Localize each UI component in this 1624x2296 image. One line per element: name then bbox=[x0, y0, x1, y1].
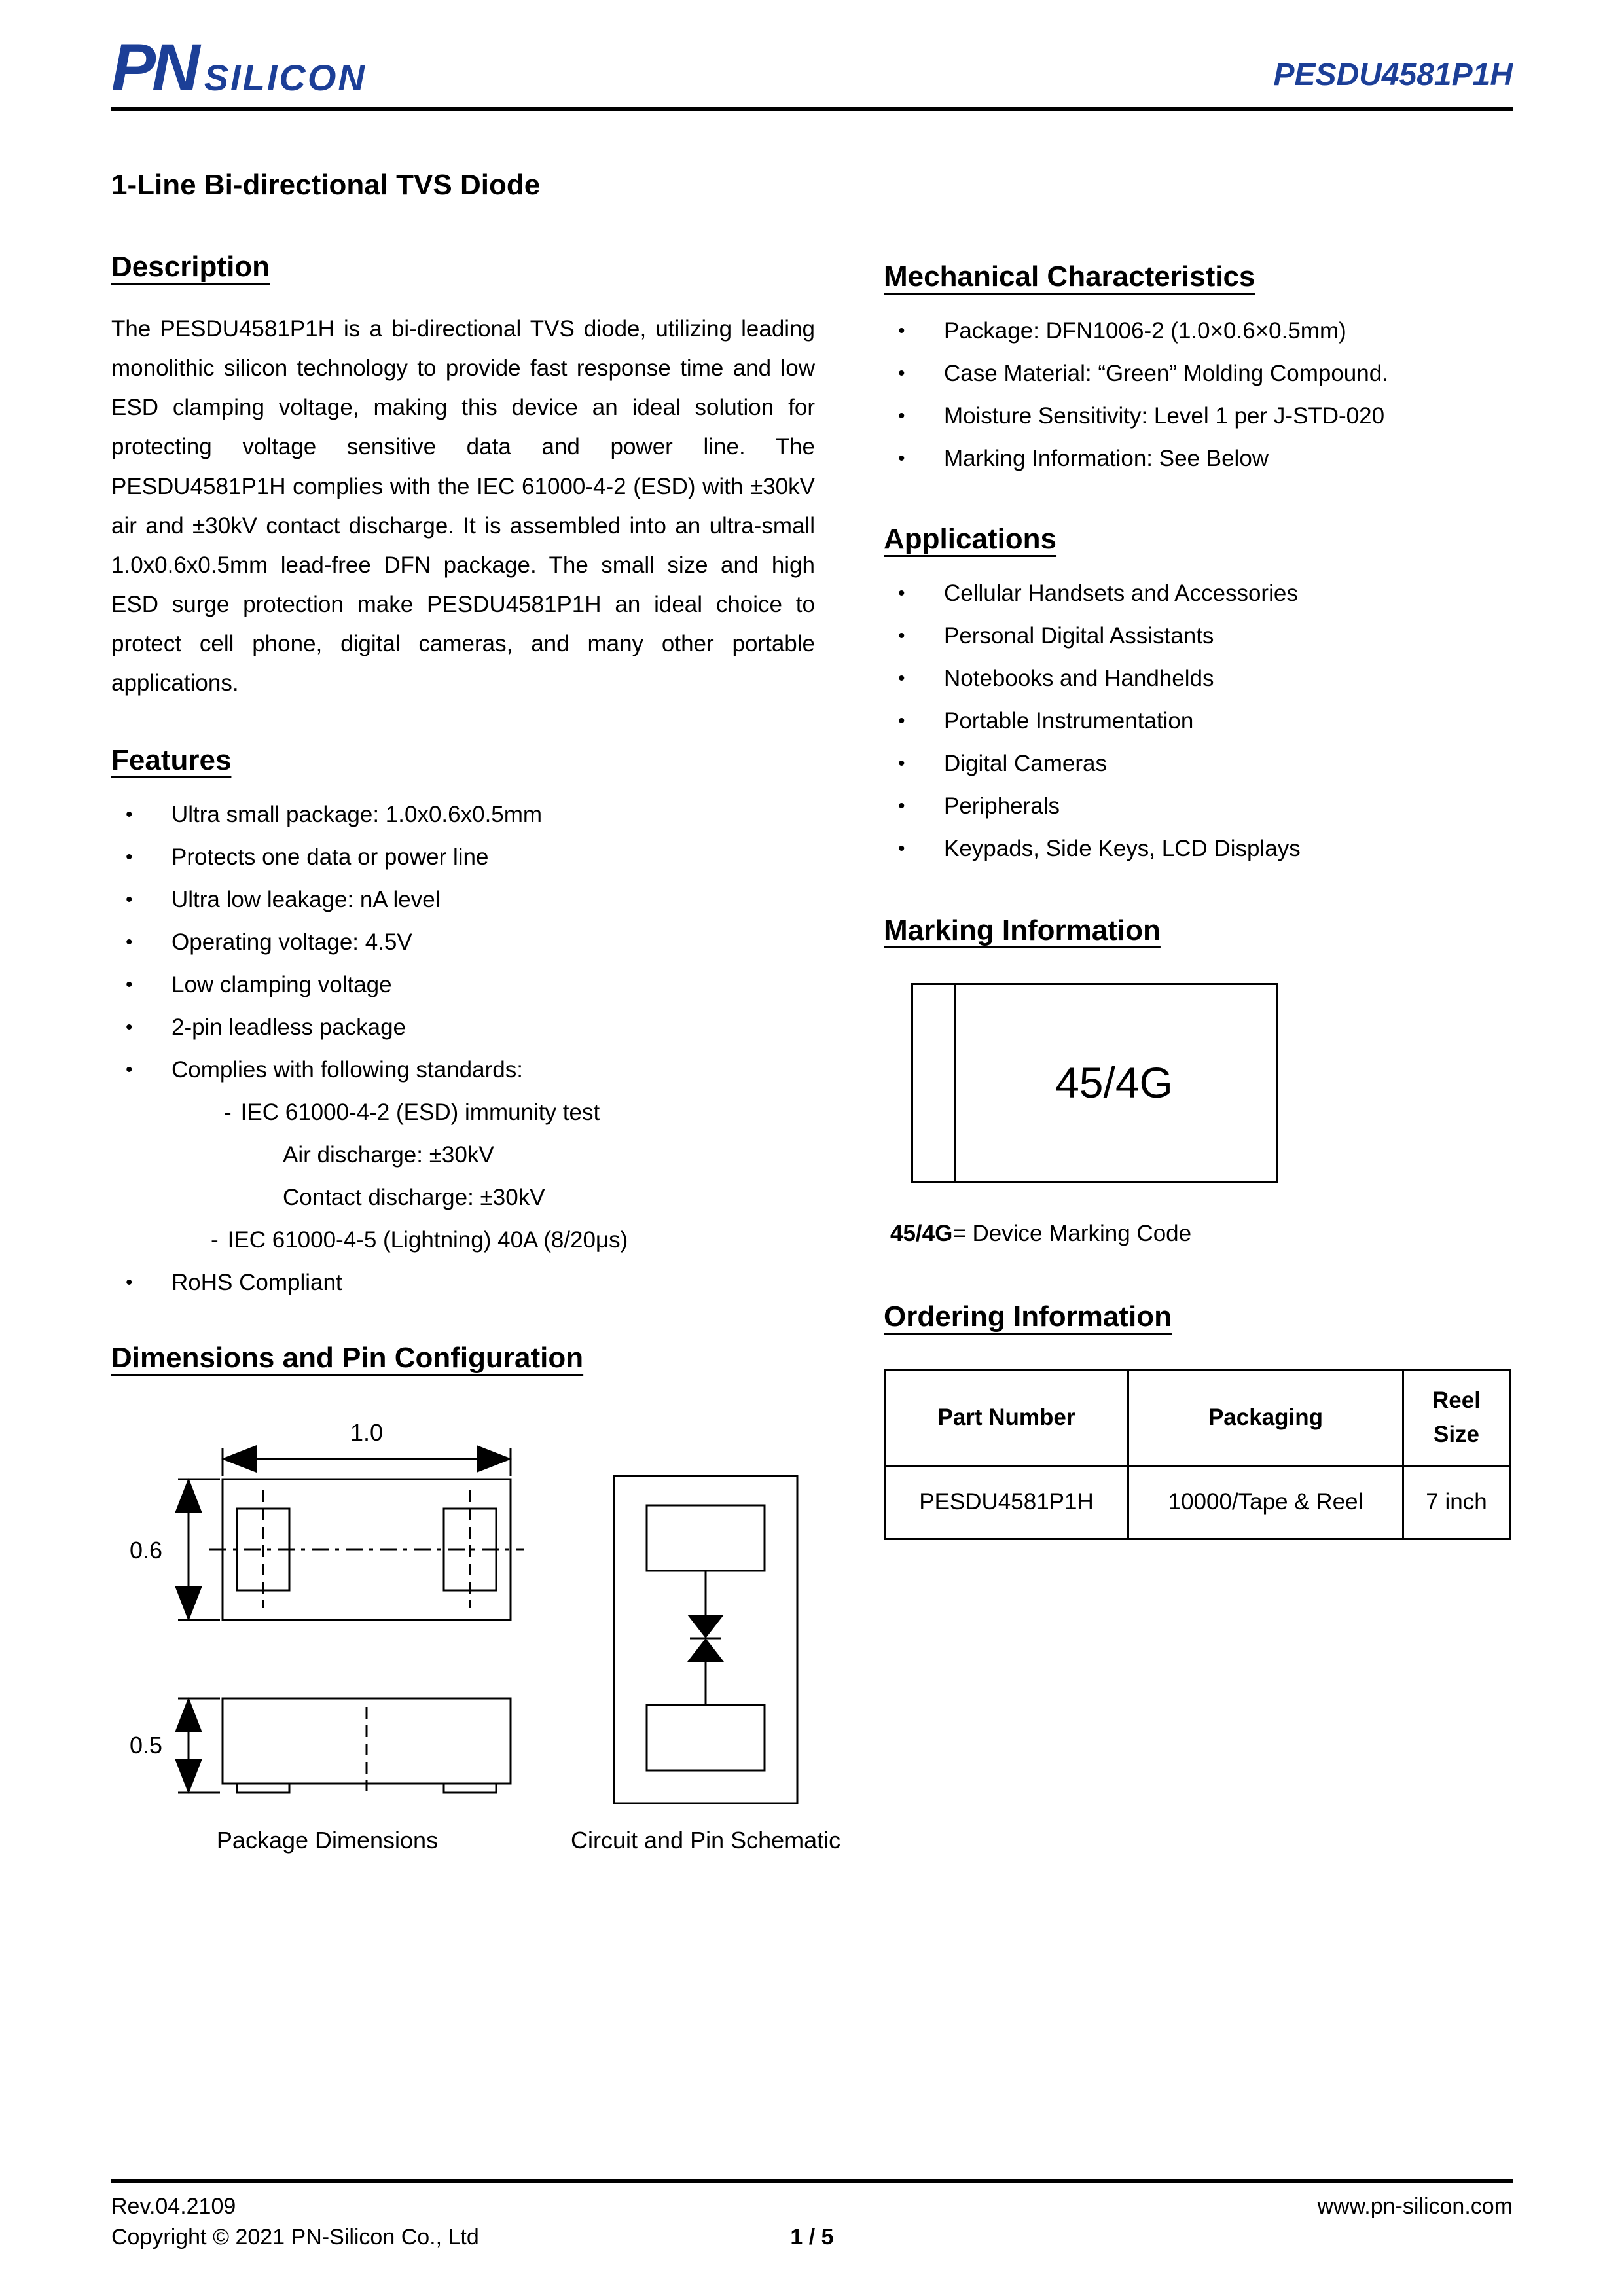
application-item: • Portable Instrumentation bbox=[884, 703, 1513, 740]
mechanical-item: • Moisture Sensitivity: Level 1 per J-STD-020 bbox=[884, 398, 1513, 435]
logo-pn-text: PN bbox=[111, 30, 196, 105]
marking-caption bbox=[884, 1221, 1513, 1247]
circuit-schematic-diagram bbox=[571, 1469, 840, 1854]
tvs-diode-lower bbox=[687, 1638, 724, 1662]
description-body: The PESDU4581P1H is a bi-directional TVS diode, utilizing leading monolithic silicon technology to provide fast response time and low ESD clamping voltage, making this device an ideal solution for protecting voltage sensitive data and power line. The PESDU4581P1H complies with the IEC 61000-4-2 (ESD) with ±30kV air and ±30kV contact discharge. It is assembled into an ultra-small 1.0x0.6x0.5mm lead-free DFN package. The small size and high ESD surge protection make PESDU4581P1H an ideal choice to protect cell phone, digital cameras, and many other portable applications. bbox=[111, 315, 815, 696]
ordering-reel-size: 7 inch bbox=[1403, 1465, 1510, 1539]
right-column bbox=[884, 202, 1513, 1540]
footer-website: www.pn-silicon.com bbox=[1317, 2194, 1513, 2219]
footer bbox=[111, 2179, 1513, 2250]
package-dimensions-caption: Package Dimensions bbox=[216, 1826, 439, 1854]
mechanical-item: • Case Material: “Green” Molding Compound. bbox=[884, 355, 1513, 392]
ordering-table bbox=[884, 1369, 1511, 1540]
standard-item: ‐ IEC 61000-4-2 (ESD) immunity test bbox=[111, 1094, 815, 1131]
side-pad-right bbox=[444, 1784, 496, 1793]
description-heading: Description bbox=[111, 250, 270, 283]
circuit-schematic-caption: Circuit and Pin Schematic bbox=[571, 1826, 841, 1854]
ordering-col-part-number: Part Number bbox=[885, 1370, 1128, 1465]
package-dimensions-drawing bbox=[111, 1417, 543, 1810]
footer-grid bbox=[111, 2194, 1513, 2250]
pn-silicon-logo bbox=[111, 30, 367, 105]
schematic-pad-top bbox=[647, 1505, 765, 1571]
application-item: • Notebooks and Handhelds bbox=[884, 660, 1513, 697]
footer-revision: Rev.04.2109 bbox=[111, 2194, 236, 2219]
feature-item: • Ultra low leakage: nA level bbox=[111, 882, 815, 918]
device-marking-code: 45/4G bbox=[1055, 1058, 1173, 1107]
application-item: • Keypads, Side Keys, LCD Displays bbox=[884, 831, 1513, 867]
standard-item: Air discharge: ±30kV bbox=[283, 1141, 494, 1168]
dimension-width-label: 1.0 bbox=[350, 1418, 384, 1446]
application-item: • Peripherals bbox=[884, 788, 1513, 825]
standards-block bbox=[111, 1094, 815, 1259]
ordering-data-row bbox=[885, 1465, 1510, 1539]
mechanical-heading: Mechanical Characteristics bbox=[884, 260, 1255, 293]
ordering-header-row bbox=[885, 1370, 1510, 1465]
ordering-col-reel-size: Reel Size bbox=[1403, 1370, 1510, 1465]
ordering-col-packaging: Packaging bbox=[1128, 1370, 1403, 1465]
feature-item: • Low clamping voltage bbox=[111, 967, 815, 1003]
features-heading: Features bbox=[111, 744, 232, 776]
footer-page-number: 1 / 5 bbox=[790, 2225, 834, 2250]
dimension-height-label: 0.6 bbox=[130, 1536, 163, 1564]
tvs-diode-upper bbox=[687, 1615, 724, 1638]
application-item: • Personal Digital Assistants bbox=[884, 618, 1513, 655]
standard-item: ‐ IEC 61000-4-5 (Lightning) 40A (8/20μs) bbox=[111, 1222, 815, 1259]
application-item: • Cellular Handsets and Accessories bbox=[884, 575, 1513, 612]
circuit-schematic-drawing bbox=[607, 1469, 804, 1810]
left-column bbox=[111, 202, 841, 1854]
marking-pin-divider bbox=[954, 985, 956, 1181]
features-list-tail bbox=[111, 1265, 815, 1301]
applications-heading: Applications bbox=[884, 522, 1057, 555]
features-list bbox=[111, 797, 815, 1088]
dimension-thickness-label: 0.5 bbox=[130, 1731, 163, 1759]
ordering-part-number: PESDU4581P1H bbox=[885, 1465, 1128, 1539]
schematic-pad-bottom bbox=[647, 1705, 765, 1770]
header-part-number: PESDU4581P1H bbox=[1273, 57, 1513, 92]
ordering-packaging: 10000/Tape & Reel bbox=[1128, 1465, 1403, 1539]
package-dimensions-diagram bbox=[111, 1417, 543, 1854]
feature-item: • Protects one data or power line bbox=[111, 839, 815, 876]
package-top-view-outline bbox=[223, 1479, 511, 1620]
content-columns bbox=[111, 202, 1513, 1854]
footer-copyright: Copyright © 2021 PN-Silicon Co., Ltd bbox=[111, 2225, 479, 2250]
marking-caption-text: = Device Marking Code bbox=[952, 1220, 1192, 1246]
application-item: • Digital Cameras bbox=[884, 745, 1513, 782]
feature-item: • Ultra small package: 1.0x0.6x0.5mm bbox=[111, 797, 815, 833]
header-divider bbox=[111, 107, 1513, 111]
header bbox=[111, 30, 1513, 105]
applications-list bbox=[884, 575, 1513, 867]
standard-item: Contact discharge: ±30kV bbox=[283, 1184, 545, 1210]
mechanical-list bbox=[884, 313, 1513, 477]
feature-item: • 2-pin leadless package bbox=[111, 1009, 815, 1046]
logo-silicon-text: SILICON bbox=[204, 57, 367, 98]
feature-item: • Operating voltage: 4.5V bbox=[111, 924, 815, 961]
marking-heading: Marking Information bbox=[884, 914, 1161, 946]
marking-diagram bbox=[911, 983, 1278, 1183]
ordering-heading: Ordering Information bbox=[884, 1300, 1172, 1333]
feature-item: • Complies with following standards: bbox=[111, 1052, 815, 1088]
diagrams bbox=[111, 1417, 841, 1854]
mechanical-item: • Package: DFN1006-2 (1.0×0.6×0.5mm) bbox=[884, 313, 1513, 350]
dimensions-heading: Dimensions and Pin Configuration bbox=[111, 1341, 584, 1374]
marking-caption-code: 45/4G bbox=[890, 1220, 953, 1246]
feature-item: • RoHS Compliant bbox=[111, 1265, 815, 1301]
page-title: 1-Line Bi-directional TVS Diode bbox=[111, 168, 541, 201]
side-pad-left bbox=[237, 1784, 289, 1793]
mechanical-item: • Marking Information: See Below bbox=[884, 440, 1513, 477]
